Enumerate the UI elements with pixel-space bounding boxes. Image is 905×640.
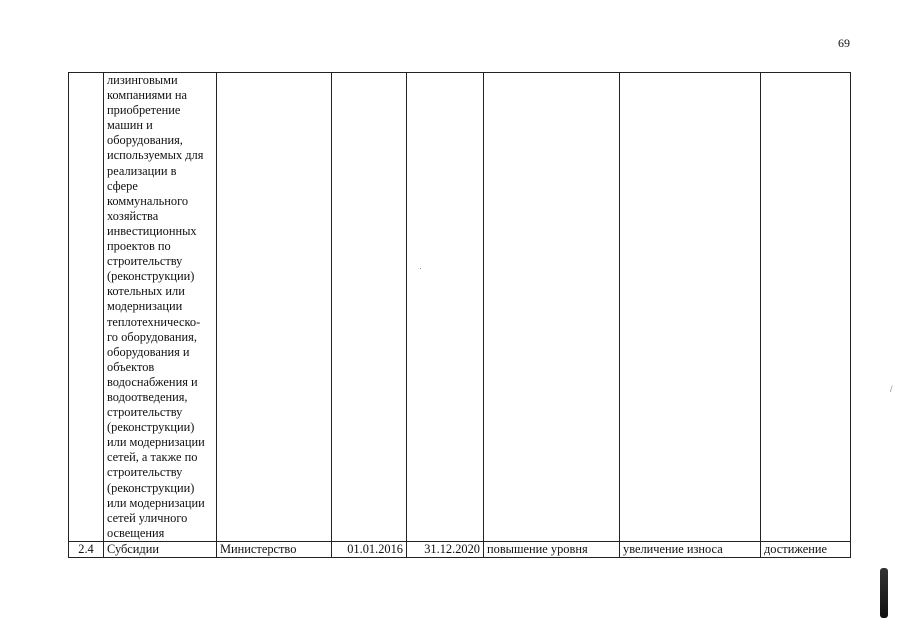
cell-start-date-empty <box>332 73 407 542</box>
cell-expected-result: повышение уровня <box>484 541 620 557</box>
cell-consequences: увеличение износа <box>620 541 761 557</box>
cell-description: лизинговыми компаниями на приобретение машин и оборудования, используемых для реализации в сфере коммунального хозяйства инвестиционных проектов по строительству (реконструкции) котельных или модернизации теплотехническо- го оборудования, оборудования и объектов водоснабжения и водоотведения, строительству (реконструкции) или модернизации сетей, а также по строительству (реконструкции) или модернизации сетей уличного освещения <box>104 73 217 542</box>
cell-executor-empty <box>217 73 332 542</box>
scan-speck <box>420 268 421 269</box>
cell-expected-result-empty <box>484 73 620 542</box>
cell-number-empty <box>69 73 104 542</box>
cell-name: Субсидии <box>104 541 217 557</box>
cell-start-date: 01.01.2016 <box>332 541 407 557</box>
table-row-continued <box>69 73 851 542</box>
table-row-2-4 <box>69 541 851 557</box>
cell-executor: Министерство <box>217 541 332 557</box>
margin-tick: / <box>890 384 893 394</box>
cell-number: 2.4 <box>69 541 104 557</box>
cell-indicator-link: достижение <box>761 541 851 557</box>
cell-indicator-link-empty <box>761 73 851 542</box>
cell-consequences-empty <box>620 73 761 542</box>
measures-table <box>68 72 851 558</box>
cell-end-date: 31.12.2020 <box>407 541 484 557</box>
cell-end-date-empty <box>407 73 484 542</box>
page-number: 69 <box>838 36 850 50</box>
scan-binding-shadow <box>880 568 888 618</box>
